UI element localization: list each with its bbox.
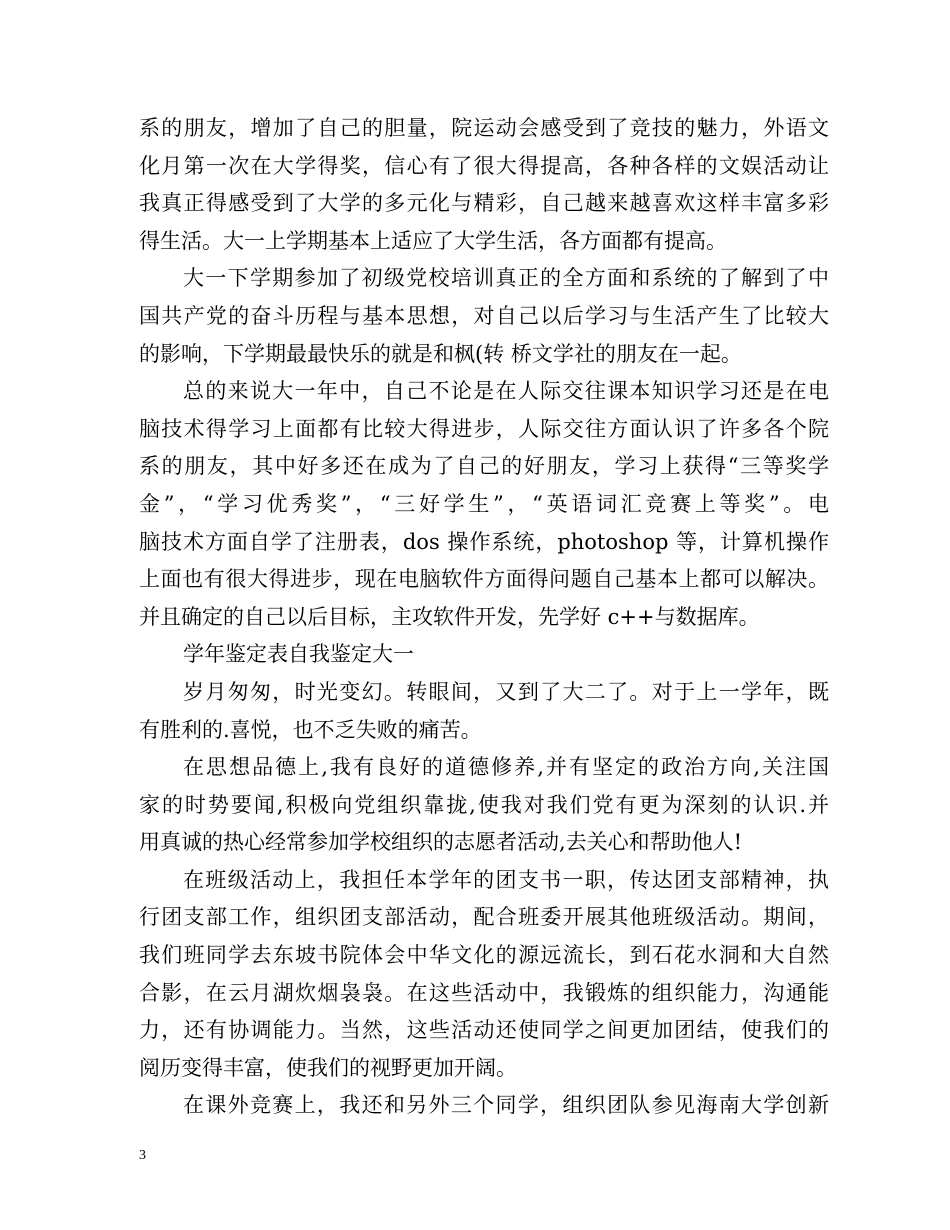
text-line: 的影响，下学期最最快乐的就是和枫(转 桥文学社的朋友在一起。 [139,341,742,366]
text-line: 行团支部工作，组织团支部活动，配合班委开展其他班级活动。期间， [139,905,829,930]
text-line: 并且确定的自己以后目标，主攻软件开发，先学好 c++与数据库。 [139,604,760,629]
text-line: 得生活。大一上学期基本上适应了大学生活，各方面都有提高。 [139,228,727,253]
text-line: 总的来说大一年中，自己不论是在人际交往课本知识学习还是在电 [183,379,829,404]
text-line: 合影，在云月湖炊烟袅袅。在这些活动中，我锻炼的组织能力，沟通能 [139,980,829,1005]
body-text [139,110,829,1125]
text-line: 阅历变得丰富，使我们的视野更加开阔。 [139,1055,517,1080]
text-line: 家的时势要闻,积极向党组织靠拢,使我对我们党有更为深刻的认识.并 [139,792,829,817]
text-line: 岁月匆匆，时光变幻。转眼间，又到了大二了。对于上一学年，既 [183,679,829,704]
text-line: 在课外竞赛上，我还和另外三个同学，组织团队参见海南大学创新 [183,1093,829,1118]
text-line: 大一下学期参加了初级党校培训真正的全方面和系统的了解到了中 [183,266,829,291]
text-line: 我真正得感受到了大学的多元化与精彩，自己越来越喜欢这样丰富多彩 [139,191,829,216]
text-line: 有胜利的.喜悦，也不乏失败的痛苦。 [139,717,482,742]
page-number: 3 [139,1148,146,1163]
text-line: 系的朋友，增加了自己的胆量，院运动会感受到了竞技的魅力，外语文 [139,116,829,140]
text-line: 我们班同学去东坡书院体会中华文化的源远流长，到石花水洞和大自然 [139,943,829,968]
text-line: 上面也有很大得进步，现在电脑软件方面得问题自己基本上都可以解决。 [139,567,829,592]
text-line: 脑技术方面自学了注册表，dos 操作系统，photoshop 等，计算机操作 [139,529,829,554]
text-line: 在思想品德上,我有良好的道德修养,并有坚定的政治方向,关注国 [183,755,829,780]
text-line: 脑技术得学习上面都有比较大得进步，人际交往方面认识了许多各个院 [139,416,829,441]
text-line: 力，还有协调能力。当然，这些活动还使同学之间更加团结，使我们的 [139,1018,829,1043]
text-line: 金”，“学习优秀奖”，“三好学生”，“英语词汇竞赛上等奖”。电 [139,491,829,516]
text-line: 在班级活动上，我担任本学年的团支书一职，传达团支部精神，执 [183,867,829,892]
text-line: 化月第一次在大学得奖，信心有了很大得提高，各种各样的文娱活动让 [139,153,829,178]
text-line: 用真诚的热心经常参加学校组织的志愿者活动,去关心和帮助他人! [139,830,743,855]
text-line: 系的朋友，其中好多还在成为了自己的好朋友，学习上获得“三等奖学 [139,454,829,479]
text-line: 国共产党的奋斗历程与基本思想，对自己以后学习与生活产生了比较大 [139,303,829,328]
text-line: 学年鉴定表自我鉴定大一 [183,642,414,667]
